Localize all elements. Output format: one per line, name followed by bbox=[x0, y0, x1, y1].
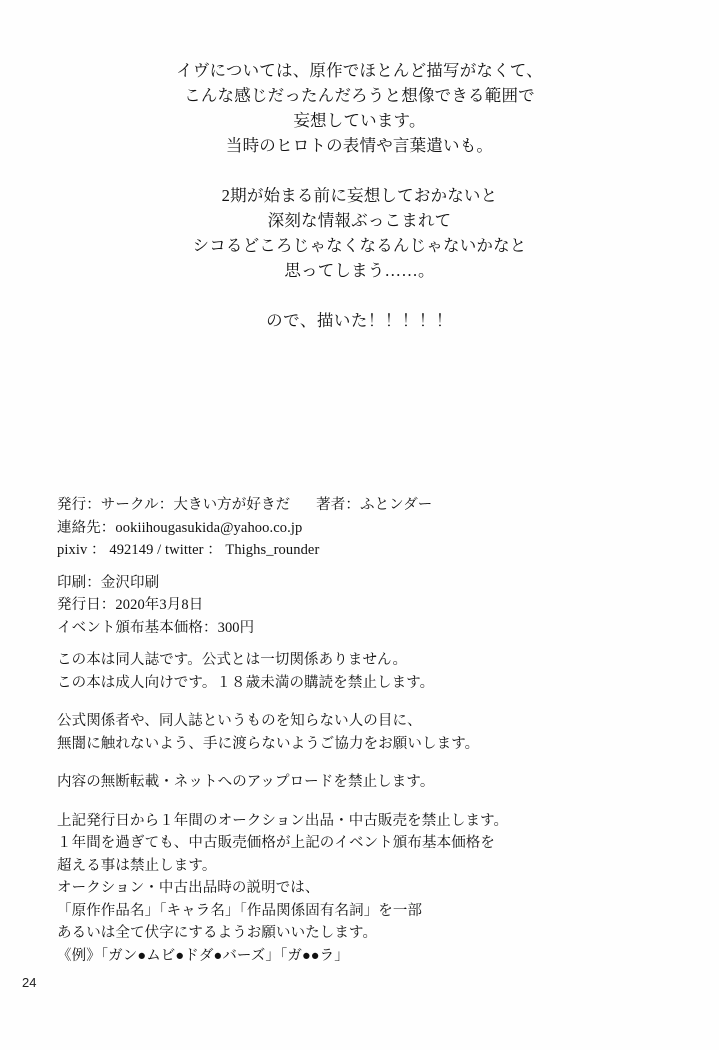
block-spacer bbox=[57, 755, 657, 771]
contact-email: 連絡先：ookiihougasukida@yahoo.co.jp bbox=[57, 519, 303, 536]
circle-name: 発行：サークル：大きい方が好きだ bbox=[57, 497, 291, 513]
printing-company: 印刷：金沢印刷 bbox=[57, 574, 160, 591]
block-spacer bbox=[57, 562, 657, 572]
colophon-block bbox=[57, 494, 657, 967]
publish-date: 発行日：2020年3月8日 bbox=[57, 597, 204, 613]
notice-resale bbox=[57, 810, 657, 968]
notice-line: 《例》「ガン●ムビ●ドダ●バーズ」「ガ●●ラ」 bbox=[57, 947, 349, 964]
social-accounts: pixiv ： 492149 / twitter ： Thighs_rounder bbox=[57, 542, 320, 558]
printing-info bbox=[57, 572, 657, 640]
paragraph-spacer bbox=[0, 158, 719, 183]
afterword-line: 妄想しています。 bbox=[293, 111, 426, 130]
afterword-text-block bbox=[0, 58, 719, 333]
afterword-line: 2期が始まる前に妄想しておかないと bbox=[221, 186, 498, 205]
notice-reprint bbox=[57, 771, 657, 794]
afterword-line: 当時のヒロトの表情や言葉遣いも。 bbox=[225, 136, 494, 155]
notice-line: この本は成人向けです。１８歳未満の購読を禁止します。 bbox=[57, 674, 435, 691]
afterword-paragraph-3 bbox=[0, 308, 719, 333]
block-spacer bbox=[57, 794, 657, 810]
block-spacer bbox=[57, 639, 657, 649]
afterword-line: 深刻な情報ぶっこまれて bbox=[267, 211, 452, 230]
notice-line: オークション・中古出品時の説明では、 bbox=[57, 880, 320, 896]
publisher-info bbox=[57, 494, 657, 562]
block-spacer bbox=[57, 694, 657, 710]
afterword-paragraph-2 bbox=[0, 183, 719, 283]
page-number: 24 bbox=[22, 975, 37, 990]
afterword-line: イヴについては、原作でほとんど描写がなくて、 bbox=[176, 61, 543, 80]
notice-doujin bbox=[57, 649, 657, 694]
notice-line: 公式関係者や、同人誌というものを知らない人の目に、 bbox=[57, 713, 422, 729]
afterword-line: こんな感じだったんだろうと想像できる範囲で bbox=[184, 86, 535, 105]
notice-line: 「原作作品名」「キャラ名」「作品関係固有名詞」を一部 bbox=[57, 902, 423, 919]
notice-line: この本は同人誌です。公式とは一切関係ありません。 bbox=[57, 652, 408, 668]
afterword-line: ので、描いた！！！！！ bbox=[266, 311, 453, 330]
notice-line: 内容の無断転載・ネットへのアップロードを禁止します。 bbox=[57, 774, 435, 790]
publisher-row bbox=[57, 494, 657, 517]
notice-line: 超える事は禁止します。 bbox=[57, 857, 217, 874]
notice-line: あるいは全て伏字にするようお願いいたします。 bbox=[57, 925, 378, 941]
notice-line: 無闇に触れないよう、手に渡らないようご協力をお願いします。 bbox=[57, 735, 480, 752]
event-price: イベント頒布基本価格：300円 bbox=[57, 619, 255, 636]
notice-handling bbox=[57, 710, 657, 755]
afterword-line: シコるどころじゃなくなるんじゃないかなと bbox=[192, 236, 527, 255]
paragraph-spacer bbox=[0, 283, 719, 308]
notice-line: 上記発行日から１年間のオークション出品・中古販売を禁止します。 bbox=[57, 812, 509, 829]
author-name: 著者：ふとンダー bbox=[316, 497, 433, 513]
notice-line: １年間を過ぎても、中古販売価格が上記のイベント頒布基本価格を bbox=[57, 835, 495, 851]
afterword-paragraph-1 bbox=[0, 58, 719, 158]
afterword-line: 思ってしまう……。 bbox=[284, 261, 435, 280]
